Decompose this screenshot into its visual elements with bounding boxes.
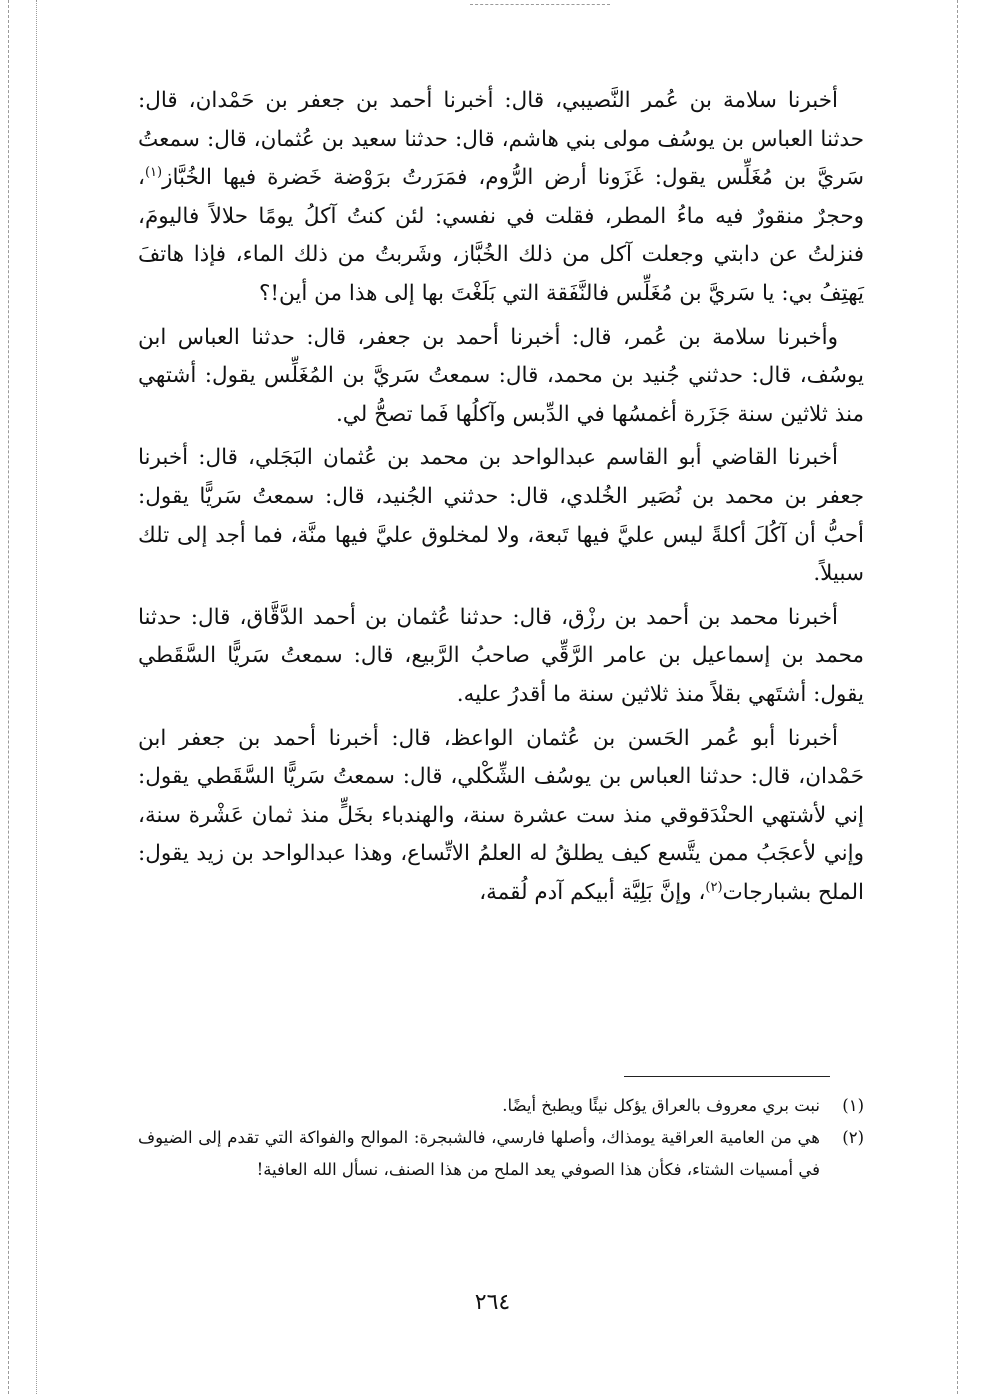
footnote-ref-1[interactable]: (١)	[144, 165, 163, 181]
paragraph-1-text-a: أخبرنا سلامة بن عُمر النَّصيبي، قال: أخبرنا أحمد بن جعفر بن حَمْدان، قال: حدثنا العباس بن يوسُف مولى بني هاشم، قال: حدثنا سعيد بن عُثمان، قال: سمعتُ سَريَّ بن مُغَلِّس يقول: غَزَونا أرض الرُّوم، فمَرَرتُ برَوْضة خَضرة فيها الخُبَّاز	[138, 88, 864, 191]
footnote-1-number: (١)	[842, 1096, 864, 1115]
paragraph-5	[138, 720, 864, 913]
footnote-2	[138, 1122, 864, 1186]
footnote-2-text: هي من العامية العراقية يومذاك، وأصلها فارسي، فالشبجرة: الموالح والفواكة التي تقدم إلى الضيوف في أمسيات الشتاء، فكأن هذا الصوفي يعد الملح من هذا الصنف، نسأل الله العافية!	[138, 1128, 820, 1179]
scan-edge-left-inner	[36, 0, 37, 1394]
paragraph-4: أخبرنا محمد بن أحمد بن رزْق، قال: حدثنا عُثمان بن أحمد الدَّقَّاق، قال: حدثنا محمد بن إسماعيل بن عامر الرَّقِّي صاحبُ الرَّبيع، قال: سمعتُ سَريًّا السَّقَطي يقول: أشتَهي بقلاً منذ ثلاثين سنة ما أقدرُ عليه.	[138, 604, 864, 707]
paragraph-2: وأخبرنا سلامة بن عُمر، قال: أخبرنا أحمد بن جعفر، قال: حدثنا العباس ابن يوسُف، قال: حدثني جُنيد بن محمد، قال: سمعتُ سَريَّ بن المُغَلِّس يقول: أشتهي منذ ثلاثين سنة جَزَرة أغمسُها في الدِّبس وآكلُها فَما تصحُّ لي.	[138, 324, 864, 427]
footnote-1	[138, 1090, 864, 1122]
paragraph-1-text-b: ، وحجرٌ منقورٌ فيه ماءُ المطر، فقلت في نفسي: لئن كنتُ آكلُ يومًا حلالاً فاليومَ، فنزلتُ عن دابتي وجعلت آكل من ذلك الخُبَّاز، وشَربتُ من ذلك الماء، فإذا هاتفَ يَهتِفُ بي: يا سَريَّ بن مُغَلِّس فالنَّفَقة التي بَلَغْتَ بها إلى هذا من أين!؟	[138, 165, 864, 306]
paragraph-5-text-b: ، وإنَّ بَلِيَّة أبيكم آدم لُقمة،	[479, 879, 706, 905]
page-number: ٢٦٤	[474, 1290, 511, 1315]
paragraph-3: أخبرنا القاضي أبو القاسم عبدالواحد بن محمد بن عُثمان البَجَلي، قال: أخبرنا جعفر بن محمد بن نُصَير الخُلدي، قال: حدثني الجُنيد، قال: سمعتُ سَريًّا يقول: أحبُّ أن آكُلَ أكلةً ليس عليَّ فيها تَبعة، ولا لمخلوق عليَّ فيها منَّة، فما أجد إلى تلك سبيلاً.	[138, 445, 864, 587]
paragraph-5-text-a: أخبرنا أبو عُمر الحَسن بن عُثمان الواعظ، قال: أخبرنا أحمد بن جعفر ابن حَمْدان، قال: حدثنا العباس بن يوسُف الشِّكْلي، قال: سمعتُ سَريًّا السَّقَطي يقول: إني لأشتهي الحنْدَقوقي منذ ست عشرة سنة، والهندباء بخَلٍّ منذ ثمان عَشْرة سنة، وإني لأعجَبُ ممن يتَّسع كيف يطلقُ له العلمُ الاتِّساع، وهذا عبدالواحد بن زيد يقول: الملح بشبارجات	[138, 725, 864, 905]
paragraph-1	[138, 82, 864, 314]
footnote-2-number: (٢)	[842, 1128, 864, 1147]
footnote-separator	[624, 1076, 830, 1077]
footnote-ref-2[interactable]: (٢)	[705, 879, 723, 895]
scan-edge-left-outer	[8, 0, 9, 1394]
scan-edge-top	[470, 4, 610, 5]
scan-edge-right	[957, 0, 958, 1394]
main-text	[138, 82, 864, 917]
footnotes	[138, 1090, 864, 1186]
footnote-1-text: نبت بري معروف بالعراق يؤكل نيئًا ويطبخ أيضًا.	[502, 1096, 820, 1115]
